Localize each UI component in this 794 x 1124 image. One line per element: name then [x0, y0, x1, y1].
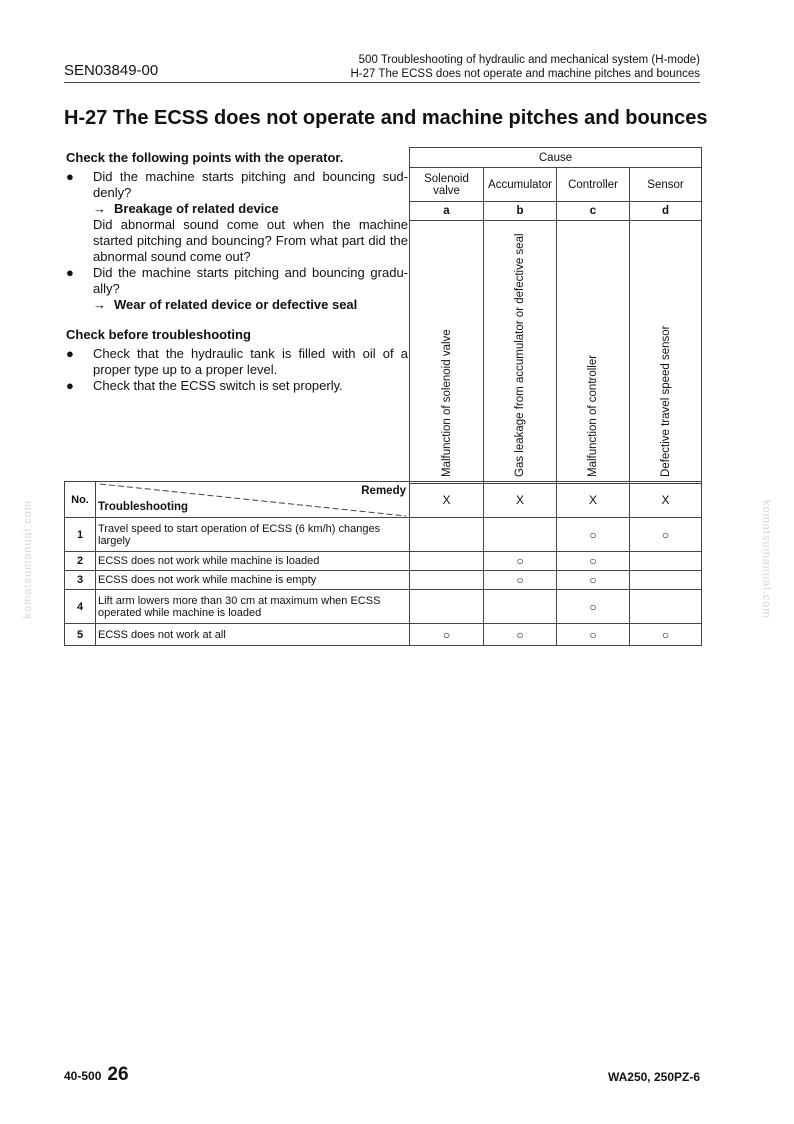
row-number: 3: [65, 571, 96, 590]
cause-desc-cell-d: [630, 221, 702, 484]
footer-section-number: 40-500: [64, 1069, 102, 1083]
row-text: ECSS does not work while machine is empty: [96, 571, 410, 590]
checks-section: [66, 150, 408, 394]
remedy-mark-c: X: [557, 482, 630, 518]
row-mark-a: [410, 571, 484, 590]
cause-desc-a: Malfunction of solenoid valve: [440, 329, 453, 477]
arrow-icon: →: [93, 201, 106, 216]
before-check-2: [66, 378, 408, 394]
row-mark-a: [410, 552, 484, 571]
row-mark-c: ○: [557, 552, 630, 571]
cause-header: Cause: [410, 148, 702, 168]
page-title: H-27 The ECSS does not operate and machine pitches and bounces: [64, 107, 708, 129]
watermark-left: komatsumanual.com: [22, 500, 34, 619]
cause-letter-b: b: [484, 202, 557, 221]
before-check-2-text: Check that the ECSS switch is set properly.: [93, 378, 343, 393]
question-1b-text: Did abnormal sound come out when the machine started pitching and bouncing? From what part did the abnormal sound come out?: [93, 217, 408, 264]
watermark-right: komatsumanual.com: [760, 500, 772, 619]
cause-desc-c: Malfunction of controller: [587, 354, 599, 477]
row-mark-b: ○: [484, 624, 557, 646]
before-troubleshooting-heading: Check before troubleshooting: [66, 327, 251, 342]
cause-group-controller: Controller: [557, 168, 630, 202]
before-check-1: [66, 346, 408, 378]
troubleshooting-table: [64, 481, 702, 646]
row-mark-d: ○: [630, 624, 702, 646]
document-code: SEN03849-00: [64, 62, 159, 79]
row-mark-d: [630, 590, 702, 624]
table-row: [65, 590, 702, 624]
table-row: [65, 518, 702, 552]
remedy-label: Remedy: [361, 485, 406, 497]
operator-question-2: [66, 265, 408, 297]
row-mark-a: [410, 590, 484, 624]
question-1-text: Did the machine starts pitching and bouncing sud-denly?: [93, 169, 408, 200]
row-number: 5: [65, 624, 96, 646]
row-mark-b: [484, 590, 557, 624]
remedy-mark-a: X: [410, 482, 484, 518]
row-mark-b: ○: [484, 552, 557, 571]
row-mark-d: [630, 552, 702, 571]
remedy-mark-b: X: [484, 482, 557, 518]
remedy-mark-d: X: [630, 482, 702, 518]
row-mark-b: [484, 518, 557, 552]
row-mark-c: ○: [557, 590, 630, 624]
table-row: [65, 552, 702, 571]
operator-check-heading: Check the following points with the operator.: [66, 150, 344, 165]
row-number: 2: [65, 552, 96, 571]
cause-letter-d: d: [630, 202, 702, 221]
cause-group-accumulator: Accumulator: [484, 168, 557, 202]
bullet-icon: ●: [66, 378, 74, 393]
section-header-line1: 500 Troubleshooting of hydraulic and mechanical system (H-mode): [358, 54, 700, 66]
cause-table: [409, 147, 702, 484]
row-mark-c: ○: [557, 624, 630, 646]
answer-2: [66, 297, 408, 313]
row-mark-d: ○: [630, 518, 702, 552]
question-2-text: Did the machine starts pitching and bouncing gradu-ally?: [93, 265, 408, 296]
footer-page-number: [64, 1064, 129, 1086]
answer-1: [66, 201, 408, 217]
cause-letter-c: c: [557, 202, 630, 221]
no-header: No.: [65, 482, 96, 518]
row-mark-b: ○: [484, 571, 557, 590]
table-row: [65, 624, 702, 646]
footer-model: WA250, 250PZ-6: [607, 1070, 700, 1084]
operator-question-1: [66, 169, 408, 201]
row-number: 4: [65, 590, 96, 624]
header-rule: [64, 82, 700, 83]
before-check-1-text: Check that the hydraulic tank is filled with oil of a proper type up to a proper level.: [93, 346, 408, 377]
troubleshooting-label: Troubleshooting: [98, 501, 189, 513]
cause-desc-d: Defective travel speed sensor: [659, 325, 672, 477]
section-header-line2: H-27 The ECSS does not operate and machine pitches and bounces: [350, 68, 700, 80]
row-text: Travel speed to start operation of ECSS (6 km/h) changes largely: [96, 518, 410, 552]
row-number: 1: [65, 518, 96, 552]
cause-desc-cell-a: [410, 221, 484, 484]
bullet-icon: ●: [66, 169, 74, 184]
row-mark-c: ○: [557, 571, 630, 590]
bullet-icon: ●: [66, 265, 74, 280]
row-text: Lift arm lowers more than 30 cm at maximum when ECSS operated while machine is loaded: [96, 590, 410, 624]
row-mark-d: [630, 571, 702, 590]
cause-desc-cell-b: [484, 221, 557, 484]
cause-group-solenoid-valve: Solenoid valve: [410, 168, 484, 202]
row-mark-c: ○: [557, 518, 630, 552]
answer-1-text: Breakage of related device: [114, 201, 279, 216]
footer-page: 26: [107, 1064, 129, 1085]
table-row: [65, 571, 702, 590]
answer-2-text: Wear of related device or defective seal: [114, 297, 358, 312]
bullet-icon: ●: [66, 346, 74, 361]
cause-desc-cell-c: [557, 221, 630, 484]
cause-desc-b: Gas leakage from accumulator or defective seal: [514, 233, 526, 477]
cause-letter-a: a: [410, 202, 484, 221]
section-header: [351, 53, 701, 81]
arrow-icon: →: [93, 297, 106, 312]
remedy-troubleshooting-header: [96, 482, 410, 518]
row-mark-a: ○: [410, 624, 484, 646]
row-text: ECSS does not work while machine is loaded: [96, 552, 410, 571]
row-mark-a: [410, 518, 484, 552]
row-text: ECSS does not work at all: [96, 624, 410, 646]
cause-group-sensor: Sensor: [630, 168, 702, 202]
